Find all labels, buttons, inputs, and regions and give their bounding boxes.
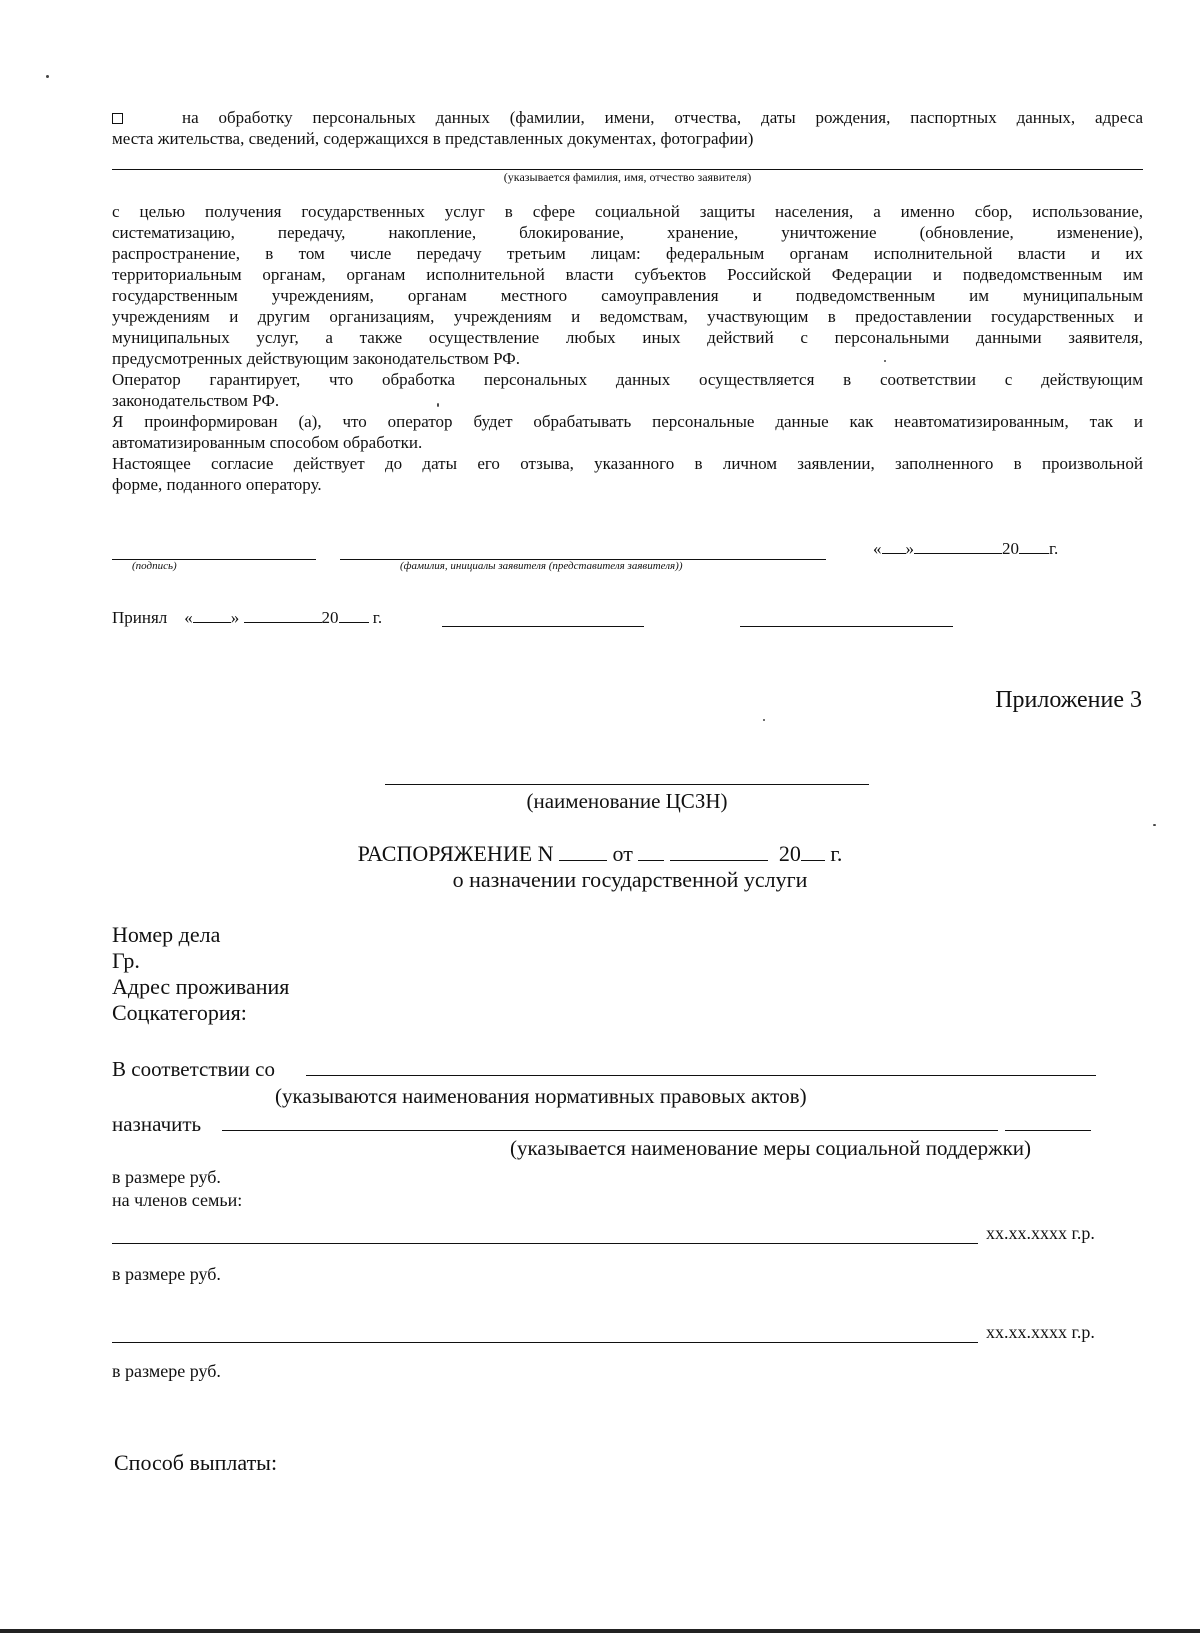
applicant-name-caption: (указывается фамилия, имя, отчество заявителя) [503,170,752,184]
accepted-signature-line[interactable] [740,626,953,627]
support-measure-caption: (указывается наименование меры социальной поддержки) [510,1136,1032,1160]
support-measure-line[interactable] [222,1130,998,1131]
order-year-blank[interactable] [801,844,825,861]
day-blank[interactable] [193,608,231,623]
consent-purpose-text [112,107,1143,149]
year-blank[interactable] [1019,539,1049,554]
order-heading [0,841,1200,866]
order-year-suffix: г. [830,841,843,866]
consent-line: территориальным органам, органам исполнительной власти субъектов Российской Федерации и подведомственным им [112,265,1143,284]
amount-label-3: в размере руб. [112,1361,221,1381]
assign-label: назначить [112,1112,202,1136]
consent-line: предусмотренных действующим законодательством РФ. [112,349,520,368]
consent-line: законодательством РФ. [112,391,280,410]
month-blank[interactable] [914,539,1002,554]
consent-line: Настоящее согласие действует до даты его отзыва, указанного в личном заявлении, заполненного в произвольной [112,454,1143,473]
month-blank[interactable] [244,608,322,623]
order-title: РАСПОРЯЖЕНИЕ N [357,841,554,866]
year-blank[interactable] [339,608,369,623]
consent-line: систематизацию, передачу, накопление, блокирование, хранение, уничтожение (обновление, изменение), [112,223,1143,242]
legal-acts-line[interactable] [306,1075,1096,1076]
address-field: Адрес проживания [112,974,290,999]
day-blank[interactable] [882,539,906,554]
citizen-field: Гр. [112,948,140,973]
order-year-prefix: 20 [778,841,801,866]
legal-acts-caption: (указываются наименования нормативных правовых актов) [275,1084,807,1108]
social-category-field: Соцкатегория: [112,1000,247,1025]
order-from: от [612,841,633,866]
consent-date [873,538,1058,559]
case-fields [112,922,289,1026]
year-prefix: 20 [1002,539,1019,558]
family-member-line-2[interactable] [112,1342,978,1343]
consent-line: Оператор гарантирует, что обработка персональных данных осуществляется в соответствии с действующим [112,370,1143,389]
consent-line: муниципальных услуг, а также осуществление любых иных действий с персональными данными заявителя, [112,328,1143,347]
amount-label-1: в размере руб. [112,1167,221,1187]
consent-line: на обработку персональных данных (фамилии, имени, отчества, даты рождения, паспортных данных, адреса [182,108,1143,127]
date-close-quote: » [230,608,240,627]
date-close-quote: » [905,539,914,558]
scan-bottom-edge [0,1629,1200,1633]
year-suffix: г. [372,608,383,627]
consent-line: форме, поданного оператору. [112,475,322,494]
accepted-row [112,607,382,628]
family-member-dob-2: хх.хх.хххх г.р. [986,1322,1095,1342]
consent-line: учреждениям и другим организациям, учреждениям и ведомствам, участвующим в предоставлении государственных и [112,307,1143,326]
date-open-quote: « [184,608,193,627]
payment-method-label: Способ выплаты: [114,1450,278,1475]
org-name-line[interactable] [385,784,869,785]
consent-line: государственным учреждениям, органам местного самоуправления и подведомственным им муниципальным [112,286,1143,305]
order-month-blank[interactable] [670,844,768,861]
scan-speck [46,75,49,78]
scan-speck [763,719,765,721]
consent-line: места жительства, сведений, содержащихся в представленных документах, фотографии) [112,129,754,148]
org-name-caption: (наименование ЦСЗН) [526,789,728,813]
support-measure-line-tail[interactable] [1005,1130,1091,1131]
consent-line: Я проинформирован (а), что оператор будет обрабатывать персональные данные как неавтоматизированным, так и [112,412,1143,431]
amount-label-2: в размере руб. [112,1264,221,1284]
order-day-blank[interactable] [638,844,664,861]
year-suffix: г. [1049,539,1059,558]
applicant-initials-caption: (фамилия, инициалы заявителя (представителя заявителя)) [400,560,683,572]
signature-caption: (подпись) [132,560,177,572]
accepted-label: Принял [112,608,168,627]
year-prefix: 20 [321,608,339,627]
consent-body-text [112,201,1143,495]
accepted-by-line[interactable] [442,626,644,627]
appendix-title: Приложение 3 [995,687,1142,713]
consent-line: с целью получения государственных услуг в сфере социальной защиты населения, а именно сбор, использование, [112,202,1143,221]
accordance-label: В соответствии со [112,1057,275,1081]
family-members-label: на членов семьи: [112,1190,243,1210]
consent-line: распространение, в том числе передачу третьим лицам: федеральным органам исполнительной власти и их [112,244,1143,263]
case-number-field: Номер дела [112,922,221,947]
family-member-dob-1: хх.хх.хххх г.р. [986,1223,1095,1243]
order-subtitle: о назначении государственной услуги [452,867,808,892]
scan-speck [1153,824,1156,826]
order-number-blank[interactable] [559,844,607,861]
family-member-line-1[interactable] [112,1243,978,1244]
date-open-quote: « [873,539,882,558]
consent-line: автоматизированным способом обработки. [112,433,423,452]
